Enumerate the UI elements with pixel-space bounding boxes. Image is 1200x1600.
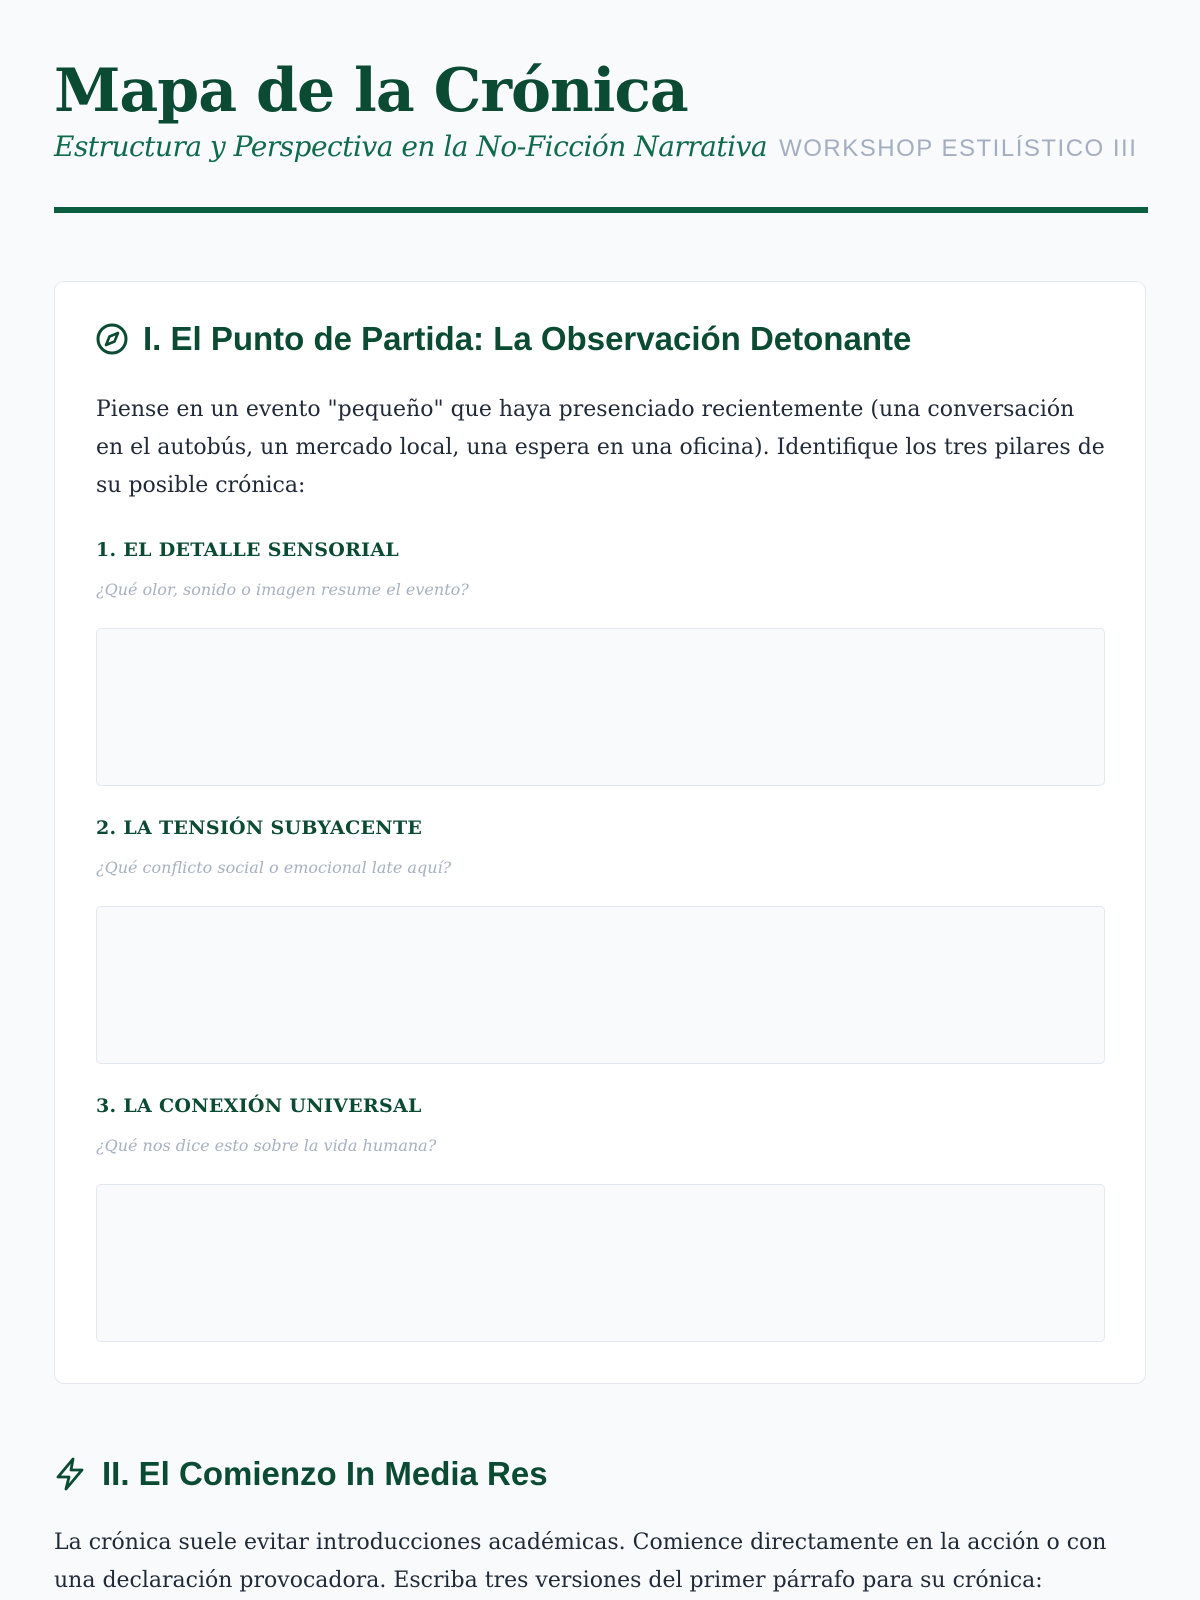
compass-icon <box>95 322 129 356</box>
section-card-observation <box>54 281 1146 1384</box>
page-title: Mapa de la Crónica <box>54 56 688 126</box>
field-2-hint: ¿Qué conflicto social o emocional late aquí? <box>96 858 452 877</box>
section-1-title-row <box>95 320 911 358</box>
field-1-label: 1. EL DETALLE SENSORIAL <box>96 539 400 561</box>
page-subtitle: Estructura y Perspectiva en la No-Ficción Narrativa <box>54 130 768 163</box>
section-2-title: II. El Comienzo In Media Res <box>102 1455 548 1492</box>
section-1-title: I. El Punto de Partida: La Observación Detonante <box>143 320 912 357</box>
field-1-hint: ¿Qué olor, sonido o imagen resume el evento? <box>96 580 469 599</box>
subtitle-row <box>54 130 1148 163</box>
field-2-label: 2. LA TENSIÓN SUBYACENTE <box>96 817 423 839</box>
sensory-detail-input[interactable] <box>96 628 1105 786</box>
section-2-intro: La crónica suele evitar introducciones académicas. Comience directamente en la acción o con una declaración provocadora. Escriba tres versiones del primer párrafo para su crónica: <box>54 1530 1107 1593</box>
workshop-label: WORKSHOP ESTILÍSTICO III <box>779 135 1138 162</box>
field-3-hint: ¿Qué nos dice esto sobre la vida humana? <box>96 1136 437 1155</box>
header-divider <box>54 207 1148 213</box>
universal-connection-input[interactable] <box>96 1184 1105 1342</box>
section-2-title-row <box>54 1455 548 1493</box>
field-3-label: 3. LA CONEXIÓN UNIVERSAL <box>96 1095 422 1117</box>
underlying-tension-input[interactable] <box>96 906 1105 1064</box>
lightning-icon <box>54 1457 88 1491</box>
page-header <box>54 52 1148 163</box>
section-1-intro: Piense en un evento "pequeño" que haya presenciado recientemente (una conversación en el autobús, un mercado local, una espera en una oficina). Identifique los tres pilares de su posible crónica: <box>96 397 1105 498</box>
